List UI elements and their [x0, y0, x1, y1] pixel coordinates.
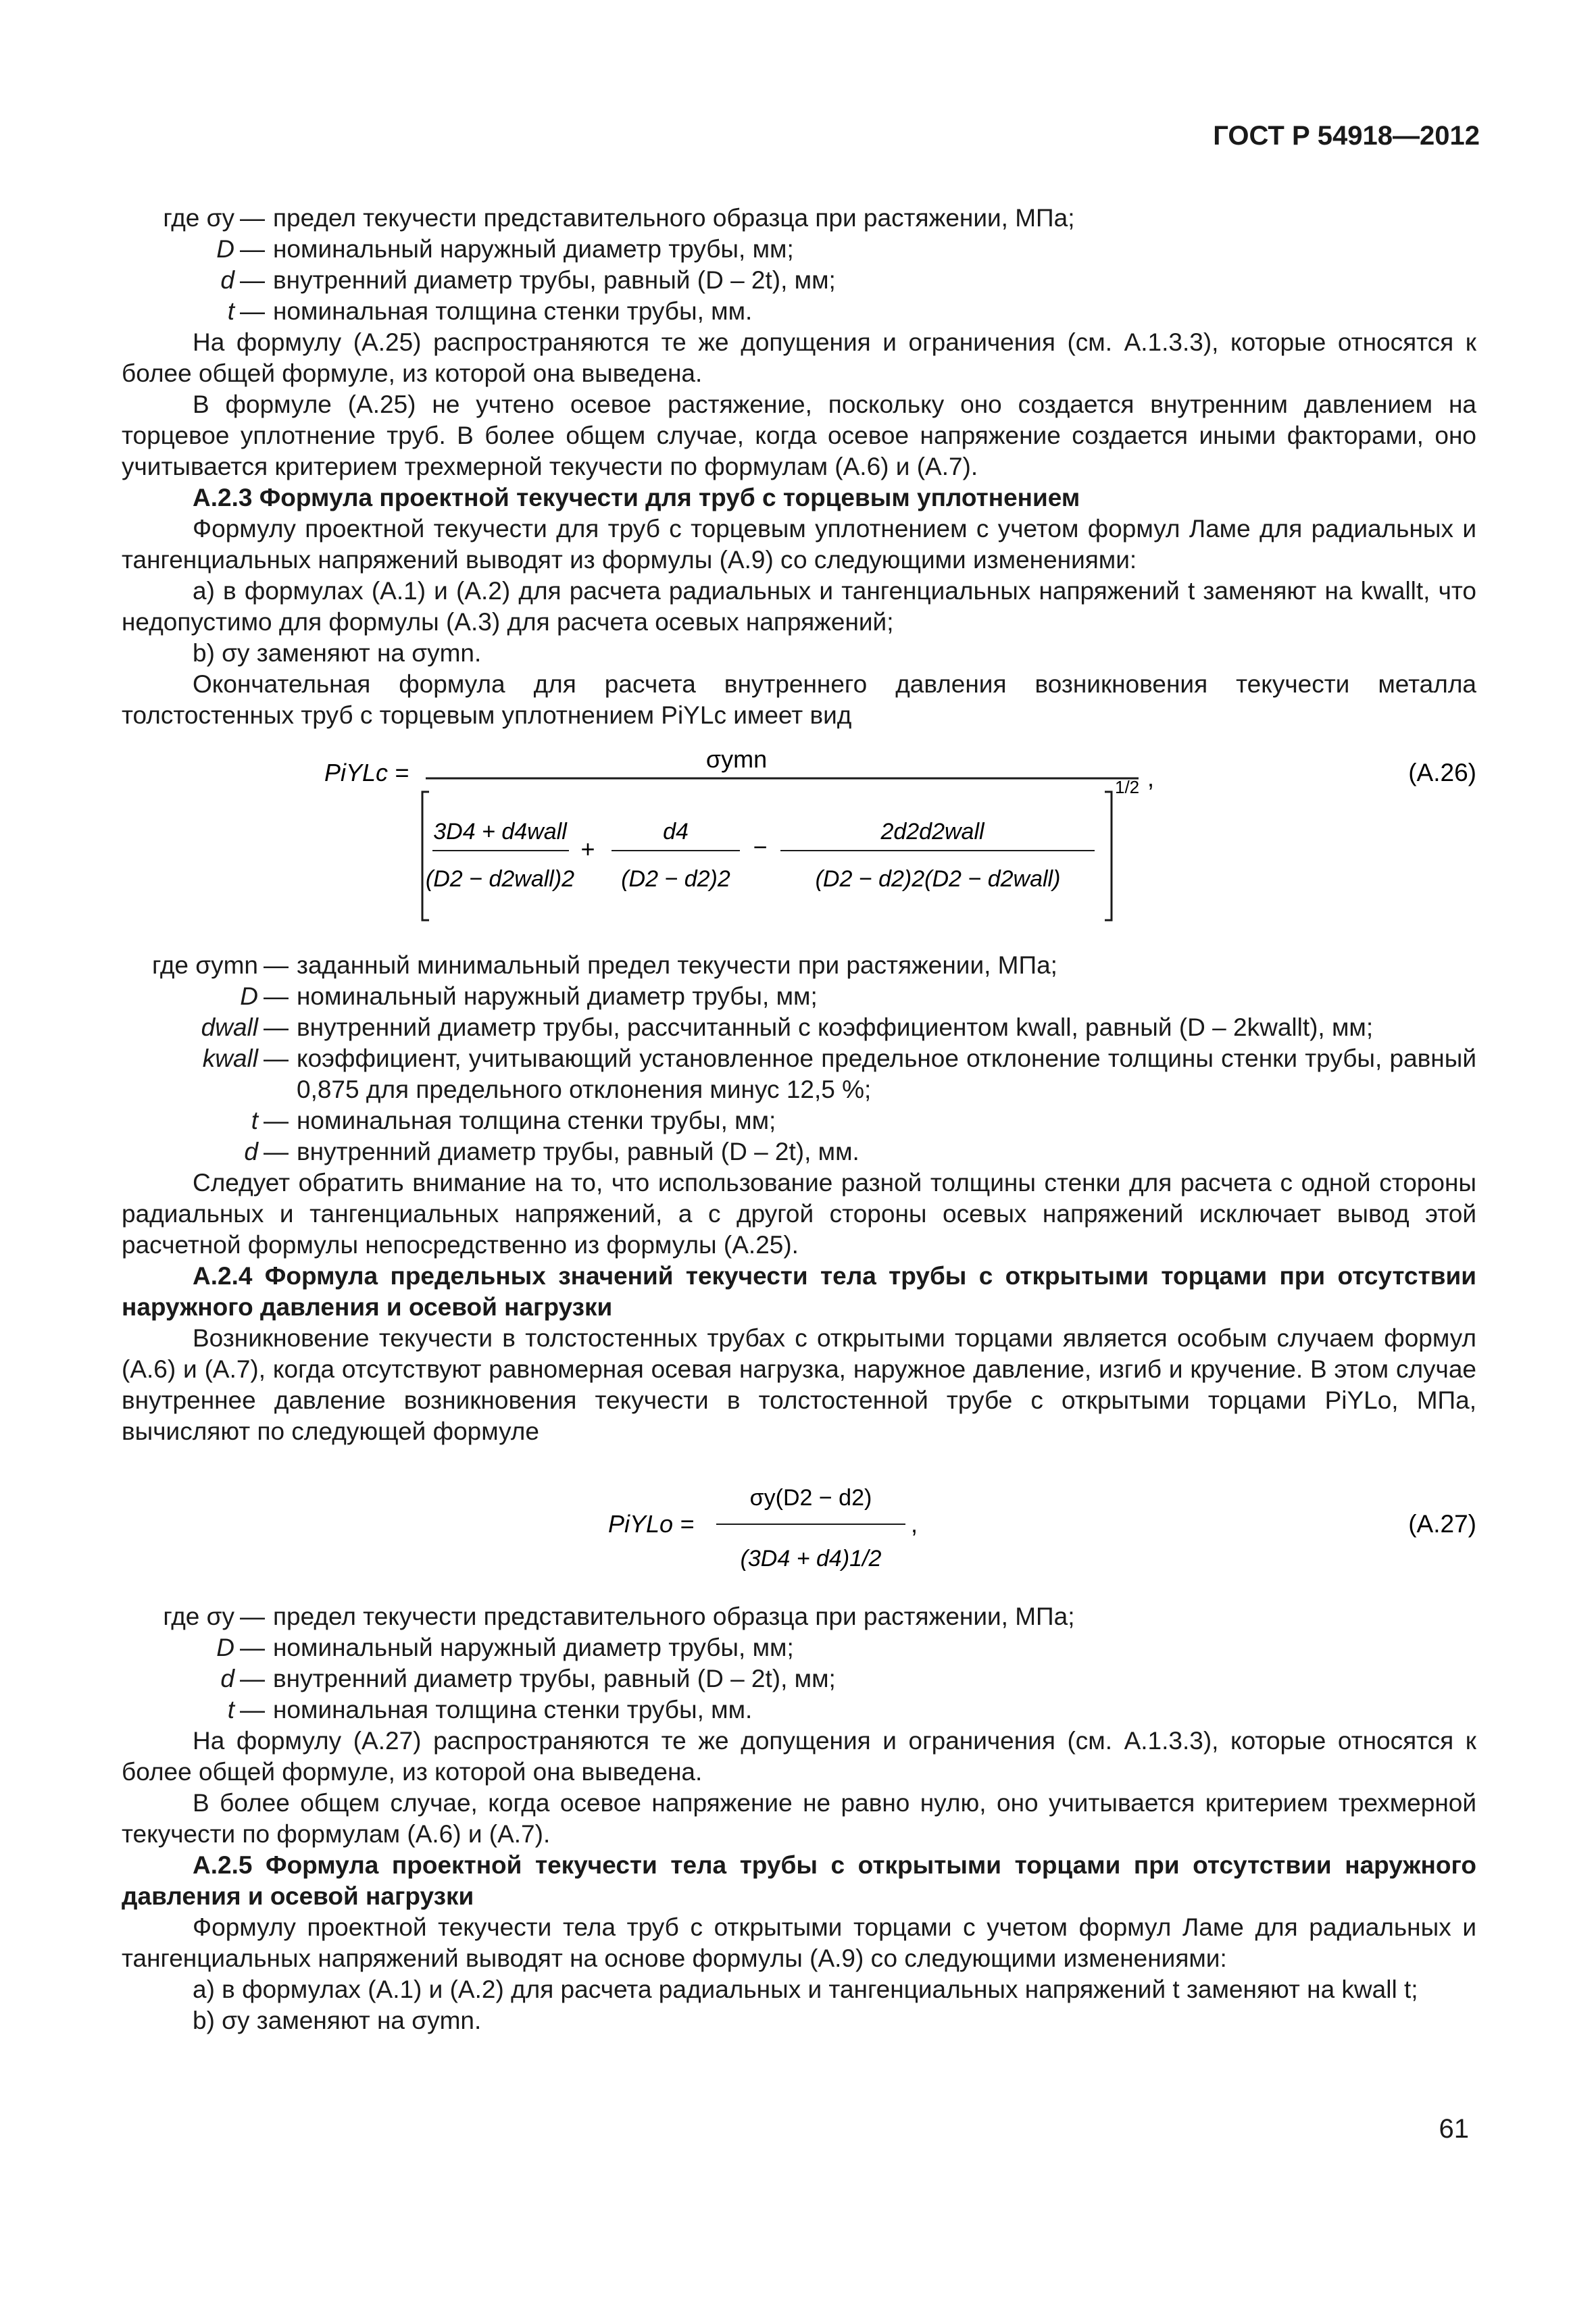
definition-row: [122, 1663, 1476, 1694]
def-symbol: d: [244, 1138, 258, 1165]
definition-row: [122, 1694, 1476, 1726]
definitions-list-3: [122, 1601, 1476, 1726]
def-text: коэффициент, учитывающий установленное предельное отклонение толщины стенки трубы, равный 0,875 для предельного отклонения минус 12,5 %;: [297, 1045, 1476, 1103]
formula-lhs: PiYLo =: [608, 1510, 695, 1538]
def-text: внутренний диаметр трубы, рассчитанный с коэффициентом kwall, равный (D – 2kwallt), мм;: [297, 1013, 1374, 1041]
def-text: номинальный наружный диаметр трубы, мм;: [273, 1634, 794, 1661]
def-text: номинальная толщина стенки трубы, мм.: [273, 297, 753, 325]
paragraph: Окончательная формула для расчета внутреннего давления возникновения текучести металла толстостенных труб с торцевым уплотнением PiYLc имеет вид: [122, 670, 1476, 729]
def-dash: —: [240, 266, 265, 294]
definition-row: [122, 1601, 1476, 1632]
list-item-b: b) σy заменяют на σymn.: [193, 639, 482, 667]
def-text: номинальный наружный диаметр трубы, мм;: [297, 982, 818, 1010]
formula-numerator: σymn: [705, 745, 768, 773]
def-text: предел текучести представительного образца при растяжении, МПа;: [273, 204, 1075, 232]
definition-row: [122, 1632, 1476, 1663]
paragraph: Следует обратить внимание на то, что использование разной толщины стенки для расчета с одной стороны радиальных и тангенциальных напряжений, а с другой стороны осевых напряжений исключает вывод этой расчетной формулы непосредственно из формулы (A.25).: [122, 1169, 1476, 1259]
def-dash: —: [264, 951, 289, 979]
definition-row: [122, 981, 1476, 1012]
formula-numerator: σy(D2 − d2): [749, 1485, 872, 1511]
paragraph: В более общем случае, когда осевое напряжение не равно нулю, оно учитывается критерием трехмерной текучести по формулам (A.6) и (A.7).: [122, 1789, 1476, 1848]
list-item-a: a) в формулах (A.1) и (A.2) для расчета радиальных и тангенциальных напряжений t заменяют на kwall t;: [193, 1976, 1418, 2003]
def-symbol: d: [220, 266, 234, 294]
def-symbol: D: [216, 1634, 234, 1661]
formula-comma: ,: [1147, 764, 1155, 792]
def-text: предел текучести представительного образца при растяжении, МПа;: [273, 1603, 1075, 1630]
def-symbol: d: [220, 1665, 234, 1692]
definition-row: [122, 1043, 1476, 1105]
paragraph: Формулу проектной текучести для труб с торцевым уплотнением с учетом формул Ламе для радиальных и тангенциальных напряжений выводят из формулы (A.9) со следующими изменениями:: [122, 515, 1476, 574]
term1-denominator: (D2 − d2wall)2: [425, 866, 575, 892]
def-text: внутренний диаметр трубы, равный (D – 2t), мм.: [297, 1138, 859, 1165]
plus-sign: +: [580, 835, 595, 863]
def-text: номинальная толщина стенки трубы, мм;: [297, 1107, 776, 1134]
def-dash: —: [240, 204, 265, 232]
paragraph: Формулу проектной текучести тела труб с открытыми торцами с учетом формул Ламе для радиальных и тангенциальных напряжений выводят на основе формулы (A.9) со следующими изменениями:: [122, 1913, 1476, 1972]
def-symbol: D: [240, 982, 258, 1010]
definition-row: [122, 203, 1476, 234]
list-item-a: a) в формулах (A.1) и (A.2) для расчета радиальных и тангенциальных напряжений t заменяют на kwallt, что недопустимо для формулы (A.3) для расчета осевых напряжений;: [122, 577, 1476, 636]
definition-row: [122, 265, 1476, 296]
def-text: заданный минимальный предел текучести при растяжении, МПа;: [297, 951, 1057, 979]
definitions-list-1: [122, 203, 1476, 327]
definition-row: [122, 234, 1476, 265]
def-symbol: t: [227, 297, 234, 325]
def-symbol: t: [251, 1107, 258, 1134]
formula-lhs: PiYLc =: [324, 759, 409, 786]
formula-denominator: (3D4 + d4)1/2: [740, 1546, 882, 1571]
section-heading-a23: A.2.3 Формула проектной текучести для труб с торцевым уплотнением: [193, 484, 1080, 511]
formula-a27: [122, 1458, 1476, 1593]
def-dash: —: [264, 1013, 289, 1041]
paragraph: На формулу (A.27) распространяются те же допущения и ограничения (см. A.1.3.3), которые относятся к более общей формуле, из которой она выведена.: [122, 1727, 1476, 1786]
paragraph: Возникновение текучести в толстостенных трубах с открытыми торцами является особым случаем формул (A.6) и (A.7), когда отсутствуют равномерная осевая нагрузка, наружное давление, изгиб и кручение. В этом случае внутреннее давление возникновения текучести в толстостенной трубе с открытыми торцами PiYLo, МПа, вычисляют по следующей формуле: [122, 1324, 1476, 1445]
def-dash: —: [264, 1045, 289, 1072]
def-symbol: dwall: [201, 1013, 258, 1041]
term1-numerator: 3D4 + d4wall: [433, 819, 567, 845]
def-symbol: где σy: [163, 1603, 234, 1630]
term2-numerator: d4: [663, 819, 689, 845]
right-bracket: [1105, 792, 1112, 920]
def-dash: —: [240, 1603, 265, 1630]
def-symbol: где σymn: [151, 951, 258, 979]
def-dash: —: [264, 1138, 289, 1165]
formula-a26-graphic: [122, 739, 1476, 942]
formula-number: (A.26): [1408, 759, 1476, 786]
def-dash: —: [264, 1107, 289, 1134]
def-text: номинальный наружный диаметр трубы, мм;: [273, 235, 794, 263]
definition-row: [122, 296, 1476, 327]
left-bracket: [422, 792, 429, 920]
paragraph: На формулу (A.25) распространяются те же допущения и ограничения (см. A.1.3.3), которые относятся к более общей формуле, из которой она выведена.: [122, 328, 1476, 387]
list-item-b: b) σy заменяют на σymn.: [193, 2007, 482, 2034]
def-symbol: где σy: [163, 204, 234, 232]
formula-exponent: 1/2: [1115, 777, 1140, 797]
formula-a27-graphic: [122, 1458, 1476, 1593]
page-number: 61: [1439, 2114, 1469, 2144]
def-dash: —: [264, 982, 289, 1010]
definition-row: [122, 1136, 1476, 1167]
def-dash: —: [240, 1696, 265, 1724]
definitions-list-2: [122, 950, 1476, 1167]
definition-row: [122, 1012, 1476, 1043]
def-dash: —: [240, 297, 265, 325]
term3-numerator: 2d2d2wall: [880, 819, 984, 845]
def-symbol: kwall: [202, 1045, 258, 1072]
document-header: ГОСТ Р 54918—2012: [1213, 121, 1480, 151]
definition-row: [122, 1105, 1476, 1136]
minus-sign: −: [753, 833, 768, 861]
formula-a26: [122, 739, 1476, 942]
def-text: внутренний диаметр трубы, равный (D – 2t), мм;: [273, 266, 836, 294]
def-dash: —: [240, 235, 265, 263]
definition-row: [122, 950, 1476, 981]
section-heading-a25: A.2.5 Формула проектной текучести тела трубы с открытыми торцами при отсутствии наружного давления и осевой нагрузки: [122, 1851, 1476, 1910]
def-text: внутренний диаметр трубы, равный (D – 2t), мм;: [273, 1665, 836, 1692]
def-symbol: D: [216, 235, 234, 263]
def-dash: —: [240, 1665, 265, 1692]
def-symbol: t: [227, 1696, 234, 1724]
formula-number: (A.27): [1408, 1510, 1476, 1538]
section-heading-a24: A.2.4 Формула предельных значений текучести тела трубы с открытыми торцами при отсутствии наружного давления и осевой нагрузки: [122, 1262, 1476, 1321]
def-text: номинальная толщина стенки трубы, мм.: [273, 1696, 753, 1724]
def-dash: —: [240, 1634, 265, 1661]
formula-comma: ,: [911, 1510, 918, 1538]
term2-denominator: (D2 − d2)2: [621, 866, 730, 892]
paragraph: В формуле (A.25) не учтено осевое растяжение, поскольку оно создается внутренним давлением на торцевое уплотнение труб. В более общем случае, когда осевое напряжение создается иными факторами, оно учитывается критерием трехмерной текучести по формулам (A.6) и (A.7).: [122, 391, 1476, 480]
page-content: [122, 203, 1476, 2036]
term3-denominator: (D2 − d2)2(D2 − d2wall): [815, 866, 1061, 892]
